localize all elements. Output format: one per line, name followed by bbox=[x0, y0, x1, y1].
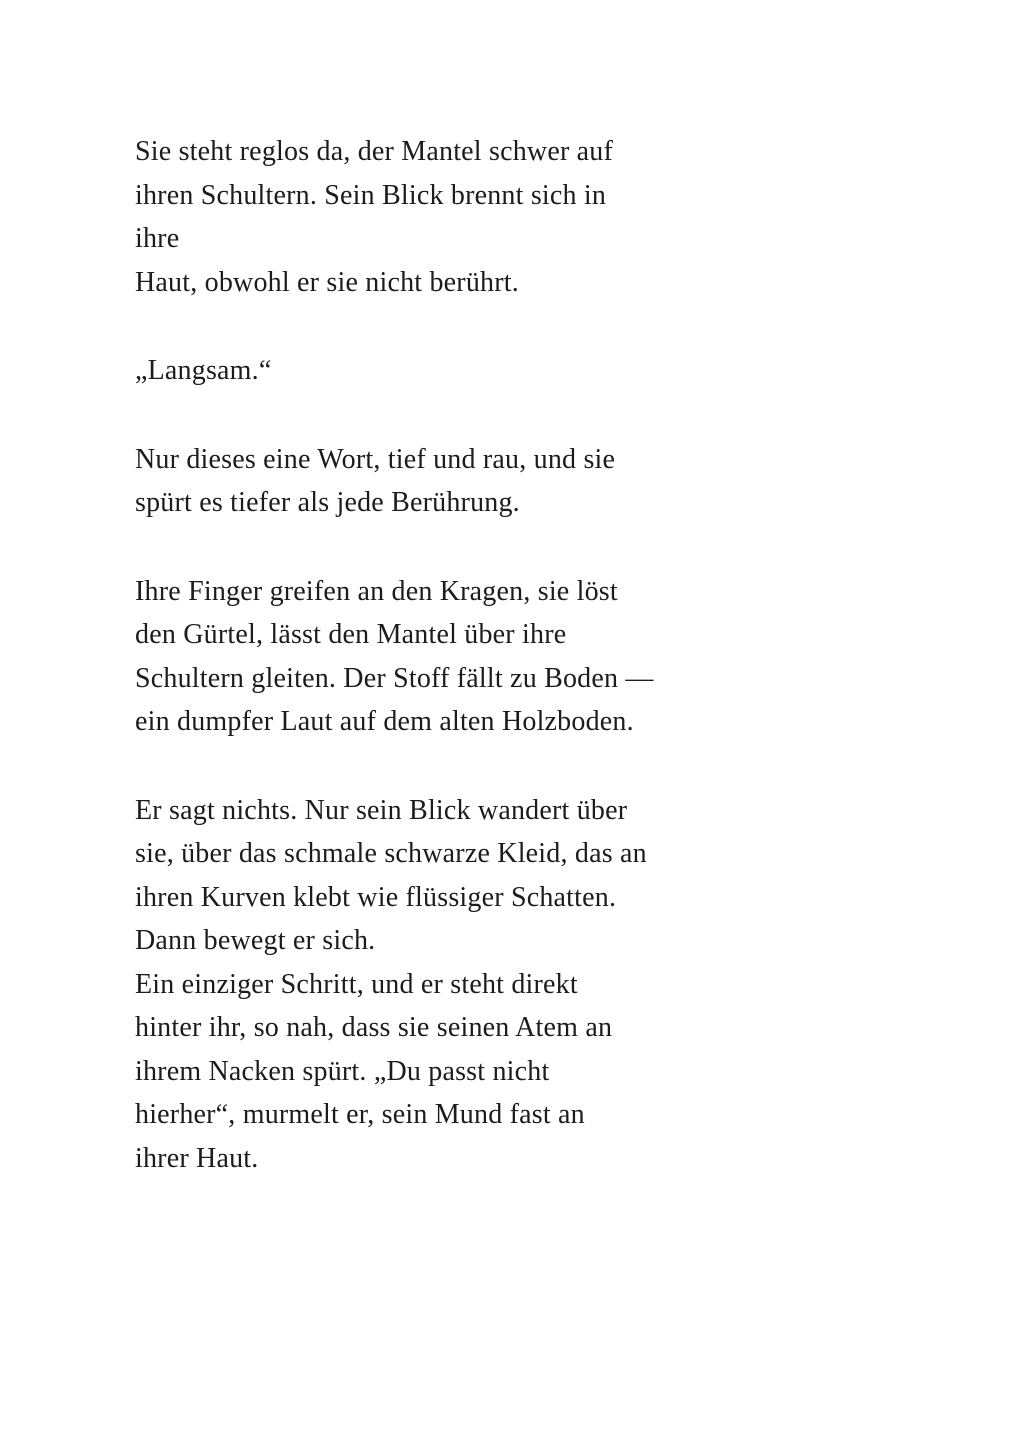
text-line: den Gürtel, lässt den Mantel über ihre bbox=[135, 619, 567, 650]
paragraph-3 bbox=[135, 438, 755, 525]
story-text-block bbox=[135, 130, 755, 1180]
text-line: ein dumpfer Laut auf dem alten Holzboden. bbox=[135, 706, 634, 737]
paragraph-5 bbox=[135, 789, 755, 1181]
text-line: „Langsam.“ bbox=[135, 355, 272, 386]
text-line: Nur dieses eine Wort, tief und rau, und sie bbox=[135, 443, 616, 475]
text-line: Ein einziger Schritt, und er steht direkt bbox=[135, 968, 578, 1000]
text-line: Schultern gleiten. Der Stoff fällt zu Boden — bbox=[135, 662, 654, 694]
text-line: hierher“, murmelt er, sein Mund fast an bbox=[135, 1099, 585, 1130]
text-line: Dann bewegt er sich. bbox=[135, 925, 376, 956]
text-line: Ihre Finger greifen an den Kragen, sie löst bbox=[135, 575, 618, 607]
text-line: hinter ihr, so nah, dass sie seinen Atem an bbox=[135, 1012, 613, 1043]
paragraph-4 bbox=[135, 570, 755, 744]
text-line: ihrer Haut. bbox=[135, 1142, 259, 1174]
paragraph-1 bbox=[135, 130, 755, 304]
text-line: Er sagt nichts. Nur sein Blick wandert über bbox=[135, 794, 628, 826]
paragraph-2 bbox=[135, 349, 755, 393]
text-line: Haut, obwohl er sie nicht berührt. bbox=[135, 266, 519, 298]
text-line: Sie steht reglos da, der Mantel schwer auf bbox=[135, 136, 614, 167]
text-line: ihren Kurven klebt wie flüssiger Schatten. bbox=[135, 881, 617, 913]
text-line: spürt es tiefer als jede Berührung. bbox=[135, 487, 520, 518]
text-line: ihre bbox=[135, 223, 180, 254]
text-line: sie, über das schmale schwarze Kleid, das an bbox=[135, 838, 647, 869]
text-line: ihren Schultern. Sein Blick brennt sich in bbox=[135, 179, 607, 211]
text-line: ihrem Nacken spürt. „Du passt nicht bbox=[135, 1055, 550, 1087]
